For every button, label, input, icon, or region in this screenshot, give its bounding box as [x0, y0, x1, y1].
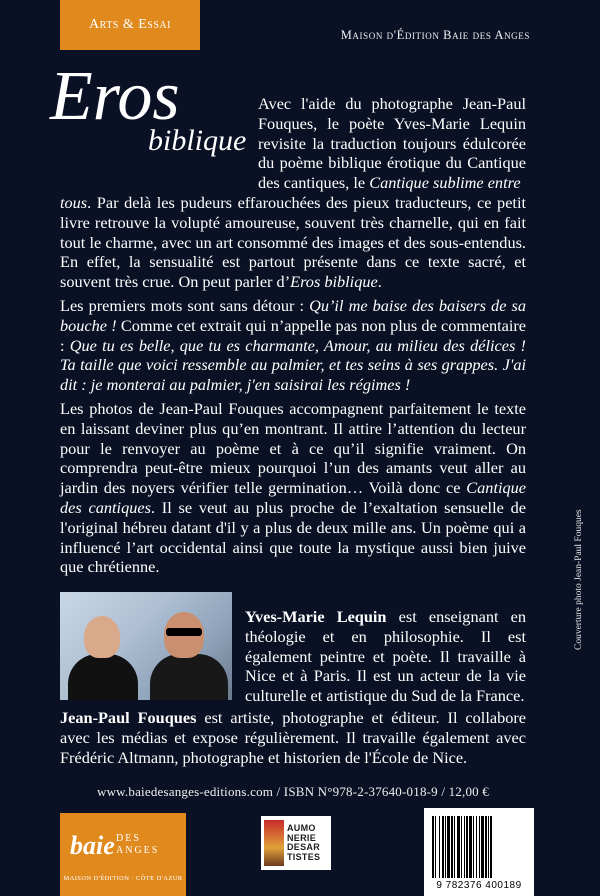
aumonerie-line-4: TISTES	[287, 851, 321, 862]
bio-lequin-text: est enseignant en théologie et en philosophie. Il est également peintre et poète. Il travaille à Nice et à Paris. Il est un acteur de la vie culturelle et artistique du Sud de la France.	[245, 607, 526, 706]
sunglasses	[166, 628, 202, 636]
title-biblique: biblique	[148, 124, 247, 157]
p2-b-italic: Que tu es belle, que tu es charmante, Amour, au milieu des délices ! Ta taille que voici ressemble au palmier, et tes seins à ses grappes. J'ai dit : je monterai au palmier, j'en saisirai les régimes !	[60, 335, 526, 395]
publisher-logo	[60, 813, 186, 896]
p2-a-italic: Qu’il me baise des baisers de sa bouche !	[60, 296, 526, 335]
title-eros: Eros	[50, 58, 180, 135]
intro-paragraph-top	[258, 94, 526, 193]
intro-text-full: . Par delà les pudeurs effarouchées des pieux traducteurs, ce petit livre retrouve la volupté amoureuse, souvent très charnelle, qui en fait tout le charme, avec un art consommé des images et des sous-entendus. En effet, la sensualité est partout présente dans ce texte sacré, et souvent très crue. On peut parler d’	[60, 193, 526, 292]
separator: /	[437, 784, 449, 799]
aumonerie-line-3: DESAR	[287, 842, 321, 852]
logo-baie-mark: baie	[70, 831, 115, 860]
intro-italic-eros: Eros biblique	[290, 272, 378, 292]
photo-credit: Couverture photo Jean-Paul Fouques	[574, 509, 584, 650]
website-link[interactable]: www.baiedesanges-editions.com	[97, 784, 274, 799]
intro-paragraph-continued	[60, 193, 526, 292]
aumonerie-logo	[261, 816, 331, 870]
separator: /	[273, 784, 284, 799]
barcode-bar	[492, 816, 494, 878]
barcode-digits: 9 782376 400189	[436, 880, 522, 891]
bio-fouques-text: est artiste, photographe et éditeur. Il collabore avec les médias et expose régulièrement. Il travaille également avec Frédéric Altmann, photographe et historien de l'École de Nice.	[60, 708, 526, 767]
paragraph-excerpt	[60, 296, 526, 395]
barcode-bars	[432, 816, 528, 878]
photo-person-left-body	[68, 654, 138, 700]
photo-person-right-body	[150, 654, 228, 700]
collection-tag: Arts & Essai	[60, 0, 200, 50]
book-title	[48, 58, 248, 178]
intro-text: Avec l'aide du photographe Jean-Paul Fouques, le poète Yves-Marie Lequin revisite la traduction toujours édulcorée du poème biblique érotique du Cantique des cantiques, le	[258, 94, 526, 193]
intro-italic-tous: tous	[60, 193, 88, 212]
logo-des: DES	[116, 833, 141, 844]
bio-fouques-name: Jean-Paul Fouques	[60, 708, 197, 727]
p2-b: Comme cet extrait qui n’appelle pas non plus de commentaire :	[60, 315, 527, 355]
paragraph-photos	[60, 399, 526, 577]
p2-a: Les premiers mots sont sans détour :	[60, 296, 310, 315]
logo-subtitle: MAISON D'ÉDITION · CÔTE D'AZUR	[63, 875, 183, 882]
isbn: ISBN N°978-2-37640-018-9	[283, 784, 438, 799]
p3-a: Les photos de Jean-Paul Fouques accompagnent parfaitement le texte en laissant deviner plus qu’en montrant. Il attire l’attention du lecteur pour le renvoyer au poème et à ce qu’il signifie vraiment. On comprendra peut-être mieux pourquoi l’un des amants veut aller au jardin des noyers vérifier telle germination… Voilà donc ce	[60, 399, 526, 498]
intro-italic: Cantique sublime entre	[369, 173, 521, 193]
bio-lequin-name: Yves-Marie Lequin	[245, 607, 387, 626]
authors-photo	[60, 592, 232, 700]
photo-person-left-head	[84, 616, 120, 658]
aumonerie-logo-text	[287, 824, 320, 862]
bio-fouques	[60, 708, 526, 767]
bio-lequin	[245, 607, 526, 706]
aumonerie-logo-image	[264, 820, 284, 866]
intro-end: .	[377, 272, 382, 292]
p3-a-italic: Cantique des cantiques	[60, 478, 526, 517]
isbn-barcode	[424, 808, 534, 896]
p3-b: . Il se veut au plus proche de l’exaltation sensuelle de l'original hébreu datant d'il y a plus de deux mille ans. Un poème qui a influencé l’art occidental ainsi que toute la mystique aussi bien juive que chrétienne.	[60, 497, 527, 577]
price: 12,00 €	[448, 784, 489, 799]
aumonerie-line-2: NERIE	[287, 832, 317, 843]
footer-info	[60, 784, 526, 800]
logo-des-anges	[116, 833, 159, 857]
aumonerie-line-1: AUMO	[287, 823, 316, 833]
publisher-name: Maison d'Édition Baie des Anges	[340, 28, 530, 42]
logo-anges: ANGES	[116, 845, 160, 856]
